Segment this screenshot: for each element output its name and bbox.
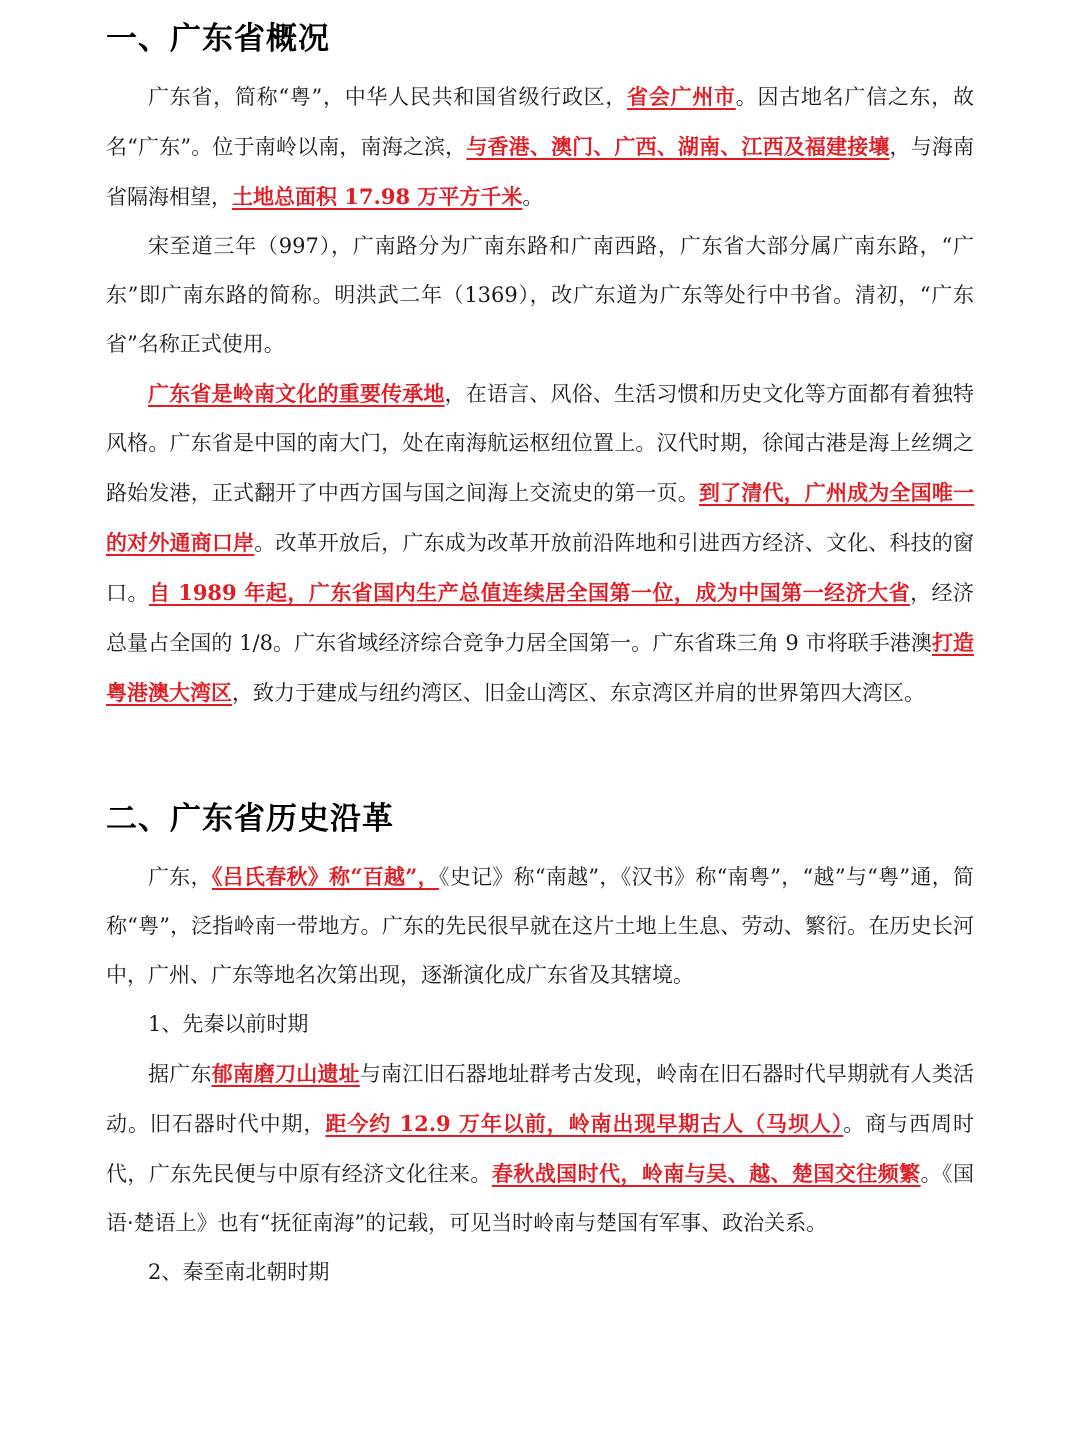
text-run: 广东， (148, 865, 212, 889)
paragraph-overview-2 (106, 222, 974, 369)
text-run: 。商与西周时代，广东先民便与中原有经济文化往来。 (106, 1112, 974, 1186)
text-run: 。因古地名广信之东，故名“广东”。位于南岭以南，南海之滨， (106, 85, 974, 159)
highlight-capital: 省会广州市 (627, 84, 736, 109)
highlight-modaoshan: 郁南磨刀山遗址 (211, 1061, 360, 1086)
highlight-spring-autumn: 春秋战国时代，岭南与吴、越、楚国交往频繁 (491, 1161, 921, 1186)
text-run: 。改革开放后，广东成为改革开放前沿阵地和引进西方经济、文化、科技的窗口。 (106, 531, 975, 605)
highlight-gdp: 自 1989 年起，广东省国内生产总值连续居全国第一位，成为中国第一经济大省 (148, 580, 911, 605)
text-run: ，在语言、风俗、生活习惯和历史文化等方面都有着独特风格。广东省是中国的南大门，处在南海航运枢纽位置上。汉代时期，徐闻古港是海上丝绸之路始发港，正式翻开了中西方国与国之间海上交流史的第一页。 (106, 382, 974, 505)
paragraph-history-1 (106, 852, 974, 1000)
text-run: 广东省，简称“粤”，中华人民共和国省级行政区， (148, 85, 628, 109)
section-title-history: 二、广东省历史沿革 (106, 801, 394, 837)
paragraph-history-2 (106, 1049, 974, 1248)
section-title-overview: 一、广东省概况 (106, 21, 330, 57)
highlight-area: 土地总面积 17.98 万平方千米 (232, 184, 523, 209)
subheading-qin-to-nanbeichao: 2、秦至南北朝时期 (148, 1260, 330, 1284)
text-run: 。 (522, 185, 544, 209)
text-run: ，与海南省隔海相望， (106, 135, 975, 209)
text-run: 与南江旧石器地址群考古发现，岭南在旧石器时代早期就有人类活动。旧石器时代中期， (106, 1062, 975, 1136)
highlight-greater-bay: 打造粤港澳大湾区 (106, 630, 975, 705)
subheading-pre-qin: 1、先秦以前时期 (148, 1012, 309, 1036)
text-run: 宋至道三年（997），广南路分为广南东路和广南西路，广东省大部分属广南东路，“广东”即广南东路的简称。明洪武二年（1369），改广东道为广东等处行中书省。清初，“广东省”名称正式使用。 (106, 234, 974, 356)
highlight-baiyue: 《吕氏春秋》称“百越”， (211, 864, 439, 889)
paragraph-overview-1 (106, 72, 974, 222)
paragraph-overview-3 (106, 369, 974, 718)
text-run: ，经济总量占全国的 1/8。广东省域经济综合竞争力居全国第一。广东省珠三角 9 市将联手港澳 (106, 581, 975, 655)
text-run: ，致力于建成与纽约湾区、旧金山湾区、东京湾区并肩的世界第四大湾区。 (232, 681, 925, 705)
highlight-borders: 与香港、澳门、广西、湖南、江西及福建接壤 (466, 134, 890, 159)
section-overview (106, 16, 974, 718)
text-run: 《史记》称“南越”，《汉书》称“南粤”，“越”与“粤”通，简称“粤”，泛指岭南一带地方。广东的先民很早就在这片土地上生息、劳动、繁衍。在历史长河中，广州、广东等地名次第出现，逐渐演化成广东省及其辖境。 (106, 865, 975, 987)
section-history (106, 796, 974, 1297)
text-run: 。《国语·楚语上》也有“抚征南海”的记载，可见当时岭南与楚国有军事、政治关系。 (106, 1162, 974, 1235)
highlight-lingnan-culture: 广东省是岭南文化的重要传承地 (148, 381, 445, 406)
highlight-maba-man: 距今约 12.9 万年以前，岭南出现早期古人（马坝人） (325, 1111, 844, 1136)
highlight-qing-port: 到了清代，广州成为全国唯一的对外通商口岸 (106, 480, 975, 555)
text-run: 据广东 (148, 1062, 212, 1086)
